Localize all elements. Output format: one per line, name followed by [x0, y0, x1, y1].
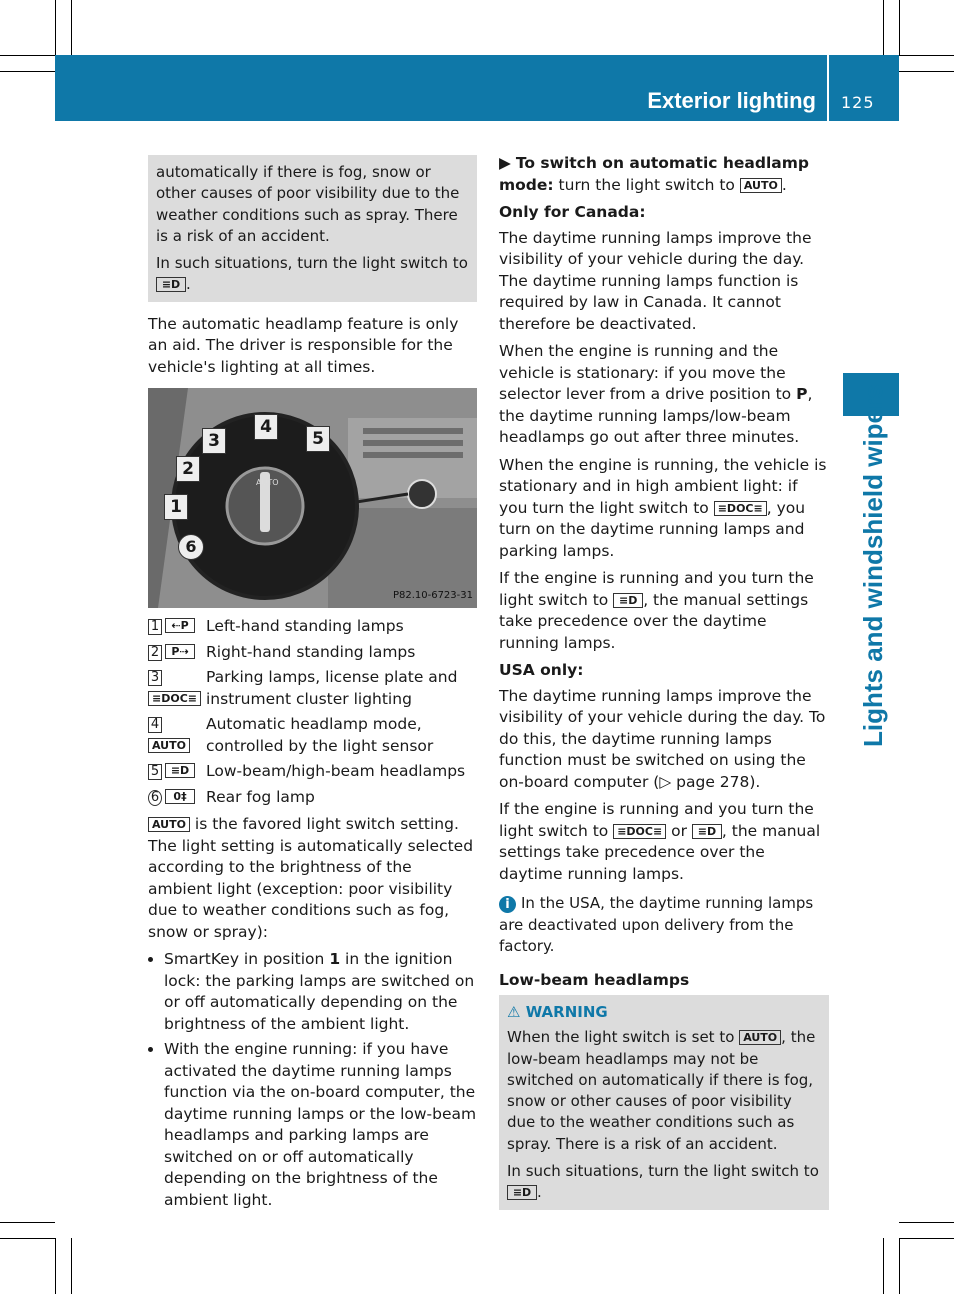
info-text: In the USA, the daytime running lamps are deactivated upon delivery from the factory.	[499, 894, 814, 955]
legend-text: Rear fog lamp	[206, 787, 315, 806]
warning-instruction-text: In such situations, turn the light switch to	[156, 254, 468, 273]
legend-symbol: 0‡	[165, 789, 195, 804]
crop-mark	[899, 0, 900, 55]
text: In such situations, turn the light switch to	[507, 1162, 819, 1181]
text: , the low-beam headlamps may not be switched on automatically if there is fog, snow or other causes of poor visibility due to the weather conditions such as spray. There is a risk of an accident.	[507, 1028, 816, 1153]
warning-box-continued	[148, 155, 477, 302]
gear-p: P	[796, 385, 808, 403]
auto-symbol: AUTO	[739, 1030, 781, 1045]
auto-symbol: AUTO	[148, 817, 190, 832]
text: , the manual settings take precedence over the daytime running lamps.	[499, 590, 809, 652]
warning-label: WARNING	[525, 1003, 608, 1021]
usa-paragraph: The daytime running lamps improve the visibility of your vehicle during the day. To do this, the daytime running lamps function must be switched on using the on-board computer (▷ page 278).	[499, 686, 826, 791]
section-title: Exterior lighting	[647, 88, 816, 113]
text: , the daytime running lamps/low-beam headlamps go out after three minutes.	[499, 385, 813, 446]
lowbeam-symbol: ≡D	[613, 593, 643, 608]
text: If the engine is running and you turn the light switch to	[499, 569, 814, 609]
lowbeam-symbol: ≡D	[156, 277, 186, 292]
page-header	[55, 55, 899, 121]
text: When the light switch is set to	[507, 1028, 735, 1047]
callout-5: 5	[306, 426, 330, 452]
canada-paragraph	[499, 568, 829, 654]
warning-text	[507, 1027, 821, 1155]
legend-symbol: ⇠P	[165, 618, 195, 633]
canada-paragraph	[499, 341, 829, 449]
warning-box	[499, 995, 829, 1210]
bullet-list	[148, 949, 477, 1211]
header-divider	[827, 55, 829, 121]
step-text: turn the light switch to	[558, 175, 735, 194]
callout-3: 3	[202, 428, 226, 454]
auto-paragraph	[148, 814, 477, 943]
auto-paragraph-text: is the favored light switch setting. The light setting is automatically selected according to the brightness of the ambient light (exception: poor visibility due to weather conditions such as fog, snow or spray):	[148, 815, 474, 941]
bullet-bold: 1	[329, 950, 341, 969]
step-instruction: ▶ To switch on automatic headlamp mode: turn the light switch to AUTO .	[499, 154, 809, 194]
lowbeam-symbol: ≡D	[507, 1185, 537, 1200]
parking-symbol: ≡DOC≡	[714, 501, 767, 516]
lowbeam-heading: Low-beam headlamps	[499, 970, 690, 989]
legend-number: 2	[148, 645, 162, 661]
crop-mark	[0, 55, 55, 56]
crop-mark	[899, 1238, 900, 1294]
warning-text: automatically if there is fog, snow or other causes of poor visibility due to the weather conditions such as spray. There is a risk of an accident.	[156, 163, 460, 245]
warning-heading	[507, 1002, 821, 1023]
bullet-item	[164, 949, 477, 1035]
crop-mark	[71, 0, 72, 55]
legend-item	[148, 642, 477, 664]
text: , the manual settings take precedence over the daytime running lamps.	[499, 821, 821, 883]
crop-mark	[0, 1238, 55, 1239]
text: , you turn on the daytime running lamps and parking lamps.	[499, 498, 806, 560]
legend-text: Low-beam/high-beam headlamps	[206, 762, 466, 781]
auto-symbol: AUTO	[740, 178, 782, 193]
crop-mark	[0, 1222, 55, 1223]
callout-4: 4	[254, 414, 278, 440]
page-number: 125	[841, 93, 875, 112]
bullet-text: in the ignition lock: the parking lamps are switched on or off automatically depending on the brightness of the ambient light.	[164, 950, 475, 1033]
legend-item	[148, 761, 477, 783]
right-column	[499, 153, 829, 1210]
intro-paragraph: The automatic headlamp feature is only an aid. The driver is responsible for the vehicle's lighting at all times.	[148, 314, 459, 376]
step-bold: To switch on automatic headlamp mode:	[499, 154, 809, 194]
crop-mark	[55, 1238, 56, 1294]
crop-mark	[71, 1238, 72, 1294]
usa-heading: USA only:	[499, 661, 584, 679]
text: If the engine is running and you turn the light switch to	[499, 800, 814, 840]
canada-paragraph: The daytime running lamps improve the visibility of your vehicle during the day. The daytime running lamps function is required by law in Canada. It cannot therefore be deactivated.	[499, 228, 812, 333]
crop-mark	[55, 0, 56, 55]
usa-paragraph	[499, 799, 829, 885]
warning-triangle-icon: ⚠	[507, 1003, 521, 1021]
canada-heading: Only for Canada:	[499, 203, 646, 221]
info-note	[499, 893, 829, 958]
lowbeam-symbol: ≡D	[692, 824, 722, 839]
crop-mark	[899, 1238, 954, 1239]
crop-mark	[0, 71, 55, 72]
legend-symbol: P⇢	[165, 644, 195, 659]
legend-text: Left-hand standing lamps	[206, 617, 404, 636]
legend-number: 3	[148, 670, 162, 686]
bullet-item: • With the engine running: if you have activated the daytime running lamps function via the on-board computer, the daytime running lamps or the low-beam headlamps and parking lamps are switched on or off automatically depending on the brightness of the ambient light.	[164, 1039, 477, 1211]
callout-6: 6	[178, 534, 204, 560]
legend-item	[148, 787, 477, 809]
legend-symbol: AUTO	[148, 738, 190, 753]
legend-number: 1	[148, 619, 162, 635]
crop-mark	[899, 55, 954, 56]
text: When the engine is running, the vehicle is stationary and in high ambient light: if you turn the light switch to	[499, 455, 827, 517]
crop-mark	[899, 1222, 954, 1223]
legend-item	[148, 667, 477, 710]
crop-mark	[883, 0, 884, 55]
figure-illustration	[148, 388, 477, 608]
warning-instruction: In such situations, turn the light switch to ≡D .	[507, 1162, 819, 1202]
legend-item	[148, 616, 477, 638]
legend-symbol: ≡DOC≡	[148, 691, 201, 706]
legend-text: Parking lamps, license plate and instrument cluster lighting	[206, 668, 458, 708]
legend-number: 6	[148, 790, 162, 806]
legend-text: Right-hand standing lamps	[206, 642, 416, 661]
callout-1: 1	[164, 494, 188, 520]
light-switch-figure	[148, 388, 477, 608]
canada-paragraph	[499, 455, 829, 563]
warning-instruction: In such situations, turn the light switch to ≡D .	[156, 254, 468, 294]
bullet-text: SmartKey in position	[164, 950, 325, 969]
text: When the engine is running and the vehicle is stationary: if you move the selector lever from a drive position to	[499, 342, 792, 403]
legend-list	[148, 616, 477, 808]
legend-text: Automatic headlamp mode, controlled by the light sensor	[206, 715, 434, 755]
info-icon: i	[499, 896, 516, 913]
switch-auto-label: AUTO	[256, 478, 279, 488]
text: or	[671, 821, 687, 840]
figure-code: P82.10-6723-31	[392, 589, 473, 601]
chapter-title: Lights and windshield wipers	[858, 384, 888, 747]
left-column	[148, 155, 477, 1215]
legend-number: 4	[148, 717, 162, 733]
crop-mark	[883, 1238, 884, 1294]
legend-number: 5	[148, 764, 162, 780]
legend-item	[148, 714, 477, 757]
legend-symbol: ≡D	[165, 763, 195, 778]
callout-2: 2	[176, 456, 200, 482]
parking-symbol: ≡DOC≡	[613, 824, 666, 839]
crop-mark	[899, 71, 954, 72]
